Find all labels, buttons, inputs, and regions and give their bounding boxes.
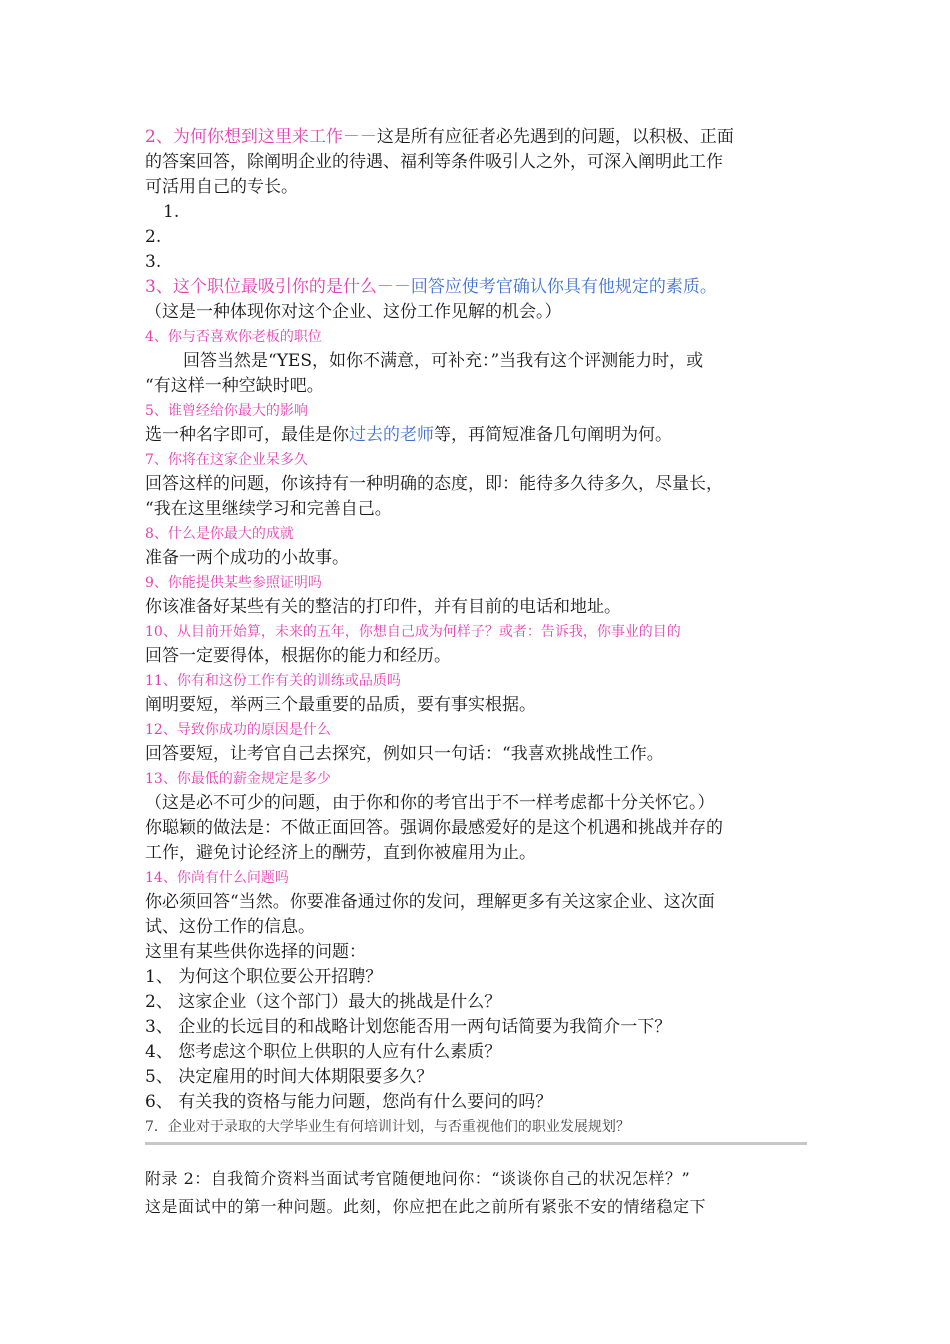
q9-title: 9、你能提供某些参照证明吗 (145, 575, 322, 591)
q13-title: 13、你最低的薪金规定是多少 (145, 771, 331, 787)
q11-title: 11、你有和这份工作有关的训练或品质吗 (145, 673, 401, 689)
list-item: 2、 这家企业（这个部门）最大的挑战是什么？ (145, 992, 502, 1012)
q3-blue-text: 回答应使考官确认你具有他规定的素质。 (410, 277, 717, 297)
q13-line2: 你聪颖的做法是：不做正面回答。强调你最感爱好的是这个机遇和挑战并存的 (145, 818, 723, 838)
appendix-line2: 这是面试中的第一种问题。此刻，你应把在此之前所有紧张不安的情绪稳定下 (145, 1197, 707, 1216)
q7-line2: “我在这里继续学习和完善自己。 (145, 499, 392, 519)
q2-line1: 2、为何你想到这里来工作－－这是所有应征者必先遇到的问题，以积极、正面 (145, 127, 734, 147)
q7-title: 7、你将在这家企业呆多久 (145, 452, 308, 468)
appendix-line1: 附录 2：自我简介资料当面试考官随便地问你：“谈谈你自己的状况怎样？” (145, 1169, 691, 1188)
q11-line1: 阐明要短，举两三个最重要的品质，要有事实根据。 (145, 695, 536, 715)
q3-line2: （这是一种体现你对这个企业、这份工作见解的机会。） (145, 302, 562, 322)
q4-line2: “有这样一种空缺时吧。 (145, 376, 324, 396)
section-divider (145, 1142, 807, 1145)
q14-line2: 试、这份工作的信息。 (145, 917, 315, 937)
list-item: 6、 有关我的资格与能力问题，您尚有什么要问的吗？ (145, 1092, 553, 1112)
q4-line1: 回答当然是“YES，如你不满意，可补充：”当我有这个评测能力时，或 (183, 351, 704, 371)
q5-blue-text: 过去的老师 (349, 425, 434, 445)
list-item-7: 7．企业对于录取的大学毕业生有何培训计划，与否重视他们的职业发展规划？ (145, 1119, 630, 1135)
document-body (145, 125, 810, 1221)
q8-title: 8、什么是你最大的成就 (145, 526, 294, 542)
q8-line1: 准备一两个成功的小故事。 (145, 548, 349, 568)
q7-line1: 回答这样的问题，你该持有一种明确的态度，即：能待多久待多久，尽量长， (145, 474, 723, 494)
q14-title: 14、你尚有什么问题吗 (145, 870, 289, 886)
q12-title: 12、导致你成功的原因是什么 (145, 722, 331, 738)
list-item: 4、 您考虑这个职位上供职的人应有什么素质？ (145, 1042, 502, 1062)
q10-title: 10、从目前开始算，未来的五年，你想自己成为何样子？或者：告诉我，你事业的目的 (145, 624, 681, 640)
q12-line1: 回答要短，让考官自己去探究，例如只一句话：“我喜欢挑战性工作。 (145, 744, 664, 764)
list-item: 3、 企业的长远目的和战略计划您能否用一两句话简要为我简介一下？ (145, 1017, 672, 1037)
q4-title: 4、你与否喜欢你老板的职位 (145, 329, 322, 345)
q10-line1: 回答一定要得体，根据你的能力和经历。 (145, 646, 451, 666)
q2-title: 2、为何你想到这里来工作－－ (145, 127, 377, 147)
q9-line1: 你该准备好某些有关的整洁的打印件，并有目前的电话和地址。 (145, 597, 621, 617)
q2-line2: 的答案回答，除阐明企业的待遇、福利等条件吸引人之外，可深入阐明此工作 (145, 152, 723, 172)
num-3: 3. (145, 252, 162, 272)
q5-title: 5、谁曾经给你最大的影响 (145, 403, 308, 419)
q3-line1 (145, 275, 810, 300)
q2-line3: 可活用自己的专长。 (145, 177, 298, 197)
q13-line1: （这是必不可少的问题，由于你和你的考官出于不一样考虑都十分关怀它。） (145, 793, 715, 813)
q5-line1: 选一种名字即可，最佳是你过去的老师等，再简短准备几句阐明为何。 (145, 425, 672, 445)
q13-line3: 工作，避免讨论经济上的酬劳，直到你被雇用为止。 (145, 843, 536, 863)
list-item: 1、 为何这个职位要公开招聘？ (145, 967, 383, 987)
q3-title: 3、这个职位最吸引你的是什么－－ (145, 277, 411, 297)
q14-line3: 这里有某些供你选择的问题： (145, 942, 366, 962)
q14-line1: 你必须回答“当然。你要准备通过你的发问，理解更多有关这家企业、这次面 (145, 892, 715, 912)
list-item: 5、 决定雇用的时间大体期限要多久？ (145, 1067, 434, 1087)
num-1: 1. (163, 202, 180, 222)
num-2: 2. (145, 227, 162, 247)
